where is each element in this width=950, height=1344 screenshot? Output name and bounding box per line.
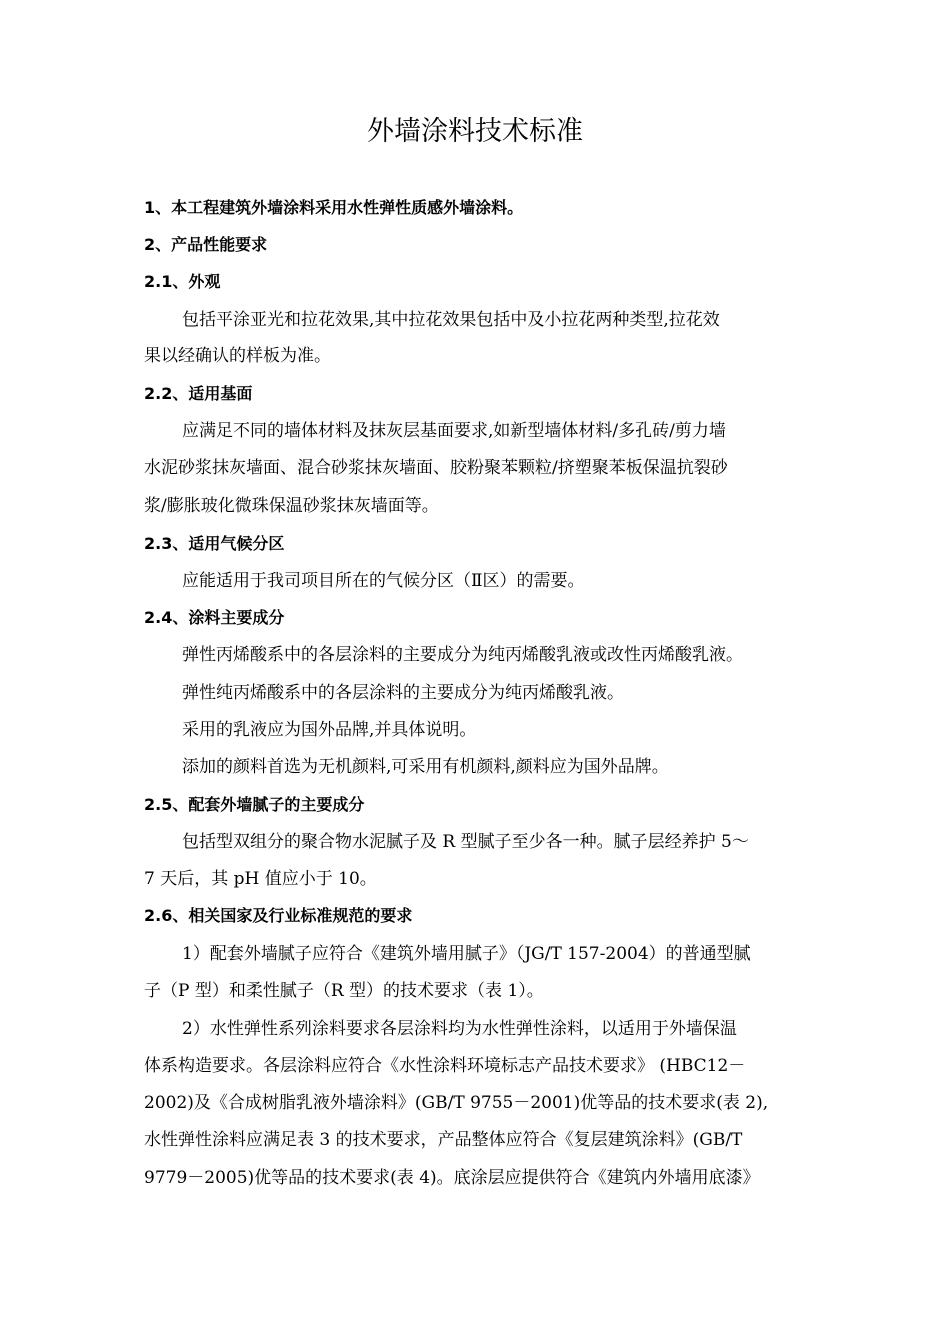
paragraph-line: 弹性丙烯酸系中的各层涂料的主要成分为纯丙烯酸乳液或改性丙烯酸乳液。: [182, 645, 743, 665]
paragraph-line: 果以经确认的样板为准。: [144, 346, 331, 366]
section-2-1-heading: 2.1、外观: [144, 272, 221, 291]
paragraph-line: 7 天后，其 pH 值应小于 10。: [144, 869, 377, 889]
paragraph-line: 体系构造要求。各层涂料应符合《水性涂料环境标志产品技术要求》 (HBC12－: [144, 1056, 746, 1076]
paragraph-line: 水泥砂浆抹灰墙面、混合砂浆抹灰墙面、胶粉聚苯颗粒/挤塑聚苯板保温抗裂砂: [144, 458, 728, 478]
section-2-2-heading: 2.2、适用基面: [144, 384, 253, 403]
paragraph-line: 2002)及《合成树脂乳液外墙涂料》(GB/T 9755－2001)优等品的技术要求(表 2),: [144, 1093, 769, 1113]
paragraph-line: 弹性纯丙烯酸系中的各层涂料的主要成分为纯丙烯酸乳液。: [182, 683, 624, 703]
section-2-3-heading: 2.3、适用气候分区: [144, 534, 285, 553]
paragraph-line: 浆/膨胀玻化微珠保温砂浆抹灰墙面等。: [144, 496, 439, 516]
paragraph-line: 9779－2005)优等品的技术要求(表 4)。底涂层应提供符合《建筑内外墙用底漆》: [144, 1168, 760, 1188]
section-2-5-heading: 2.5、配套外墙腻子的主要成分: [144, 795, 365, 814]
document-title: 外墙涂料技术标准: [367, 116, 583, 147]
section-2-6-heading: 2.6、相关国家及行业标准规范的要求: [144, 906, 413, 925]
paragraph-line: 1）配套外墙腻子应符合《建筑外墙用腻子》（JG/T 157-2004）的普通型腻: [182, 944, 751, 964]
paragraph-line: 应能适用于我司项目所在的气候分区（Ⅱ区）的需要。: [182, 571, 585, 591]
paragraph-line: 子（P 型）和柔性腻子（R 型）的技术要求（表 1）。: [144, 981, 544, 1001]
paragraph-line: 添加的颜料首选为无机颜料,可采用有机颜料,颜料应为国外品牌。: [182, 757, 669, 777]
paragraph-line: 水性弹性涂料应满足表 3 的技术要求，产品整体应符合《复层建筑涂料》(GB/T: [144, 1130, 743, 1150]
paragraph-line: 2）水性弹性系列涂料要求各层涂料均为水性弹性涂料，以适用于外墙保温: [182, 1019, 737, 1039]
section-1-heading: 1、本工程建筑外墙涂料采用水性弹性质感外墙涂料。: [144, 198, 524, 217]
section-2-4-heading: 2.4、涂料主要成分: [144, 608, 285, 627]
paragraph-line: 包括平涂亚光和拉花效果,其中拉花效果包括中及小拉花两种类型,拉花效: [182, 310, 720, 330]
section-2-heading: 2、产品性能要求: [144, 235, 268, 254]
paragraph-line: 包括型双组分的聚合物水泥腻子及 R 型腻子至少各一种。腻子层经养护 5～: [182, 832, 749, 852]
paragraph-line: 应满足不同的墙体材料及抹灰层基面要求,如新型墙体材料/多孔砖/剪力墙: [182, 421, 726, 441]
paragraph-line: 采用的乳液应为国外品牌,并具体说明。: [182, 720, 477, 740]
